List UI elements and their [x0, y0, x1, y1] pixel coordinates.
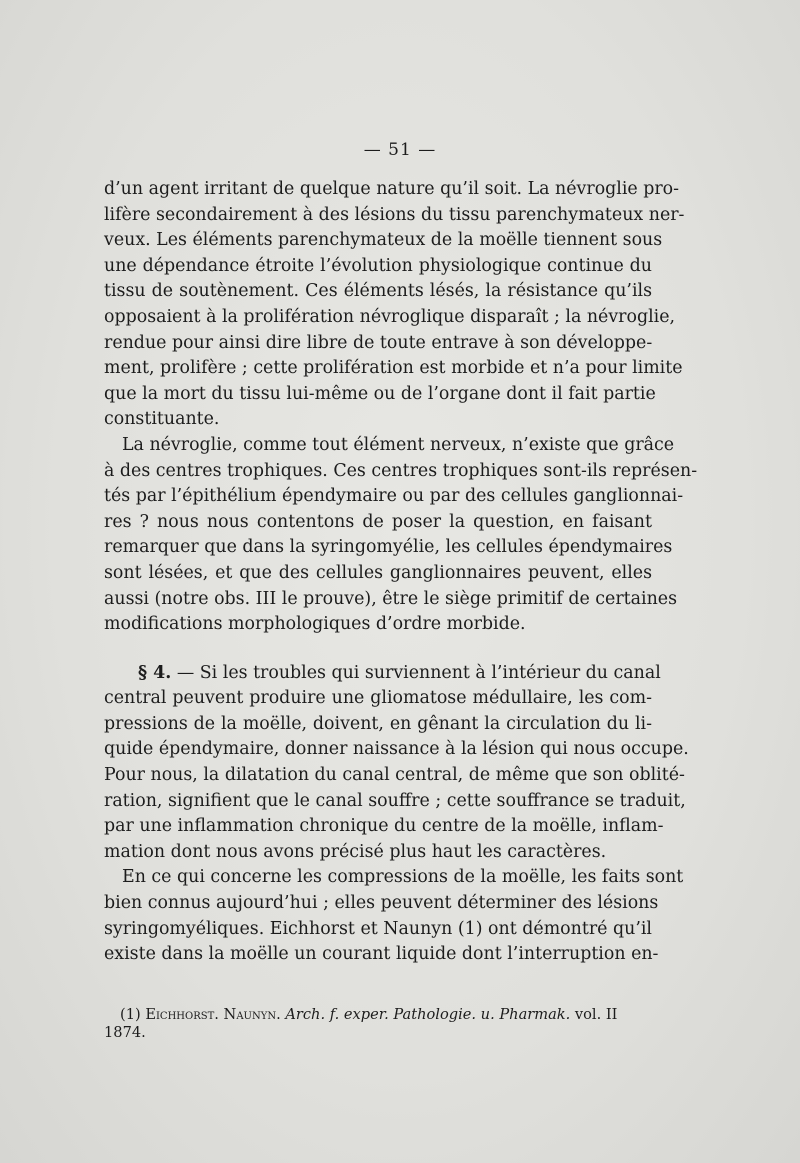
- text-line: central peuvent produire une gliomatose médullaire, les com-: [104, 688, 652, 709]
- text-line: opposaient à la prolifération névroglique disparaît ; la névroglie,: [104, 306, 676, 327]
- section-gap: [104, 638, 652, 661]
- text-line: bien connus aujourd’hui ; elles peuvent déterminer des lésions: [104, 893, 659, 914]
- text-line: modifications morphologiques d’ordre morbide.: [104, 614, 526, 635]
- text-line: ration, signifient que le canal souffre ; cette souffrance se traduit,: [104, 790, 686, 811]
- text-line: lifère secondairement à des lésions du tissu parenchymateux ner-: [104, 204, 685, 225]
- text-line: aussi (notre obs. III le prouve), être le siège primitif de certaines: [104, 588, 677, 609]
- text-line: syringomyéliques. Eichhorst et Naunyn (1) ont démontré qu’il: [104, 918, 652, 939]
- text-line: quide épendymaire, donner naissance à la lésion qui nous occupe.: [104, 739, 689, 760]
- text-line: La névroglie, comme tout élément nerveux, n’existe que grâce: [122, 434, 675, 455]
- text-line: tés par l’épithélium épendymaire ou par des cellules ganglionnai-: [104, 486, 684, 507]
- footnote-year: 1874.: [104, 1024, 146, 1041]
- text-line: rendue pour ainsi dire libre de toute entrave à son développe-: [104, 332, 653, 353]
- paragraph-2: [104, 433, 698, 638]
- section-heading-line: [104, 661, 661, 687]
- footnote-authors: Eichhorst. Naunyn.: [145, 1006, 281, 1023]
- footnote-volume: vol. II: [574, 1006, 618, 1023]
- footnote-line: [104, 1006, 652, 1024]
- body-text: [104, 177, 698, 968]
- text-line: tissu de soutènement. Ces éléments lésés, la résistance qu’ils: [104, 281, 652, 302]
- text-line: existe dans la moëlle un courant liquide dont l’interruption en-: [104, 944, 659, 965]
- text-line: veux. Les éléments parenchymateux de la moëlle tiennent sous: [104, 230, 663, 251]
- text-line: une dépendance étroite l’évolution physiologique continue du: [104, 255, 652, 276]
- text-line: remarquer que dans la syringomyélie, les cellules épendymaires: [104, 537, 673, 558]
- page-number: — 51 —: [363, 140, 437, 160]
- section-4-paragraph: [104, 661, 689, 866]
- text-line: à des centres trophiques. Ces centres trophiques sont-ils représen-: [104, 460, 698, 481]
- section-label: § 4.: [138, 662, 172, 683]
- text-line: sont lésées, et que des cellules ganglionnaires peuvent, elles: [104, 562, 652, 583]
- text-line: par une inflammation chronique du centre de la moëlle, inflam-: [104, 816, 664, 837]
- footnote-marker: (1): [120, 1006, 141, 1023]
- text-line: constituante.: [104, 409, 220, 430]
- text-line: mation dont nous avons précisé plus haut les caractères.: [104, 841, 607, 862]
- footnote: [104, 1006, 652, 1042]
- text-line: pressions de la moëlle, doivent, en gênant la circulation du li-: [104, 713, 652, 734]
- paragraph-1: [104, 177, 685, 433]
- text-line: que la mort du tissu lui-même ou de l’organe dont il fait partie: [104, 383, 656, 404]
- text-line: Pour nous, la dilatation du canal central, de même que son oblité-: [104, 765, 685, 786]
- footnote-journal: Arch. f. exper. Pathologie. u. Pharmak.: [285, 1006, 571, 1023]
- text-line: ment, prolifère ; cette prolifération est morbide et n’a pour limite: [104, 358, 683, 379]
- text-line: d’un agent irritant de quelque nature qu’il soit. La névroglie pro-: [104, 179, 680, 199]
- paragraph-4: [104, 865, 684, 967]
- text-span: — Si les troubles qui surviennent à l’intérieur du canal: [171, 662, 661, 683]
- text-line: res ? nous nous contentons de poser la question, en faisant: [104, 511, 652, 532]
- text-line: En ce qui concerne les compressions de la moëlle, les faits sont: [122, 867, 684, 888]
